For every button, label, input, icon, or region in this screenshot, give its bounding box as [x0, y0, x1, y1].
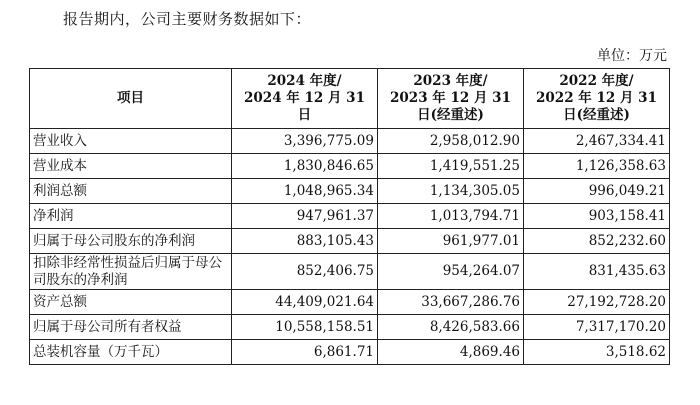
- cell-2024: 3,396,775.09: [232, 129, 378, 154]
- cell-2022: 7,317,170.20: [524, 315, 670, 340]
- cell-2022: 831,435.63: [524, 254, 670, 290]
- row-label: 利润总额: [30, 179, 232, 204]
- cell-2024: 6,861.71: [232, 340, 378, 365]
- financial-data-table: [29, 68, 670, 365]
- cell-2022: 903,158.41: [524, 204, 670, 229]
- table-row: [30, 315, 670, 340]
- cell-2023: 8,426,583.66: [378, 315, 524, 340]
- row-label: 资产总额: [30, 290, 232, 315]
- cell-2024: 883,105.43: [232, 229, 378, 254]
- cell-2022: 3,518.62: [524, 340, 670, 365]
- header-2024: 2024 年度/ 2024 年 12 月 31 日: [232, 69, 378, 129]
- cell-2024: 947,961.37: [232, 204, 378, 229]
- cell-2022: 2,467,334.41: [524, 129, 670, 154]
- cell-2023: 1,134,305.05: [378, 179, 524, 204]
- row-label: 扣除非经常性损益后归属于母公司股东的净利润: [30, 254, 232, 290]
- row-label: 归属于母公司所有者权益: [30, 315, 232, 340]
- header-item: 项目: [30, 69, 232, 129]
- cell-2022: 852,232.60: [524, 229, 670, 254]
- table-row: [30, 179, 670, 204]
- cell-2024: 852,406.75: [232, 254, 378, 290]
- cell-2022: 996,049.21: [524, 179, 670, 204]
- table-row: [30, 204, 670, 229]
- cell-2024: 44,409,021.64: [232, 290, 378, 315]
- header-2022: 2022 年度/ 2022 年 12 月 31 日(经重述): [524, 69, 670, 129]
- cell-2023: 1,419,551.25: [378, 154, 524, 179]
- cell-2024: 1,830,846.65: [232, 154, 378, 179]
- cell-2022: 27,192,728.20: [524, 290, 670, 315]
- table-row: [30, 254, 670, 290]
- cell-2023: 33,667,286.76: [378, 290, 524, 315]
- table-row: [30, 290, 670, 315]
- cell-2023: 954,264.07: [378, 254, 524, 290]
- cell-2023: 2,958,012.90: [378, 129, 524, 154]
- cell-2023: 1,013,794.71: [378, 204, 524, 229]
- row-label: 营业成本: [30, 154, 232, 179]
- cell-2023: 961,977.01: [378, 229, 524, 254]
- unit-label: 单位：万元: [597, 48, 667, 64]
- intro-text: 报告期内，公司主要财务数据如下：: [63, 10, 312, 28]
- table-row: [30, 229, 670, 254]
- table-row: [30, 129, 670, 154]
- table-header-row: [30, 69, 670, 129]
- header-2023: 2023 年度/ 2023 年 12 月 31 日(经重述): [378, 69, 524, 129]
- cell-2022: 1,126,358.63: [524, 154, 670, 179]
- row-label: 营业收入: [30, 129, 232, 154]
- row-label: 归属于母公司股东的净利润: [30, 229, 232, 254]
- row-label: 总装机容量（万千瓦）: [30, 340, 232, 365]
- cell-2024: 10,558,158.51: [232, 315, 378, 340]
- table-row: [30, 340, 670, 365]
- table-row: [30, 154, 670, 179]
- row-label: 净利润: [30, 204, 232, 229]
- cell-2024: 1,048,965.34: [232, 179, 378, 204]
- cell-2023: 4,869.46: [378, 340, 524, 365]
